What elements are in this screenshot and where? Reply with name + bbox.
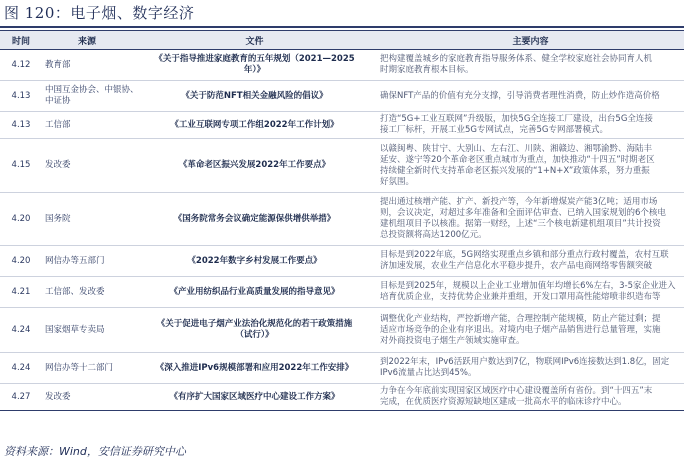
cell-document-line: 《深入推进IPv6规模部署和应用2022年工作安排》 [155, 362, 354, 373]
cell-document-line: 《关于防范NFT相关金融风险的倡议》 [181, 90, 328, 101]
cell-content-line: 持续健全新时代支持革命老区振兴发展的“1+N+X”政策体系，努力重振 [380, 165, 650, 176]
table-row [0, 50, 684, 81]
cell-content [377, 353, 684, 384]
cell-date: 4.21 [0, 277, 42, 308]
cell-document [132, 246, 377, 277]
cell-document-line: 《产业用纺织品行业高质量发展的指导意见》 [169, 286, 340, 297]
cell-document-line: 《关于促进电子烟产业法治化规范化的若干政策措施 [156, 319, 353, 329]
cell-content-line: 延安、遂宁等20个革命老区重点城市为重点，加快推动“十四五”时期老区 [380, 154, 655, 165]
cell-content-line: 时期家庭教育根本目标。 [380, 65, 474, 75]
cell-document-line: 《关于指导推进家庭教育的五年规划（2021—2025 [154, 54, 355, 64]
source-note: 资料来源：Wind，安信证券研究中心 [4, 445, 186, 458]
cell-content [377, 81, 684, 112]
cell-source [42, 193, 132, 246]
cell-source [42, 50, 132, 81]
cell-document [132, 384, 377, 411]
cell-content-line: 目标是到2022年底，5G网络实现重点乡镇和部分重点行政村覆盖，农村互联 [380, 250, 669, 260]
cell-source-line: 工信部 [45, 119, 71, 130]
cell-content-line: 确保NFT产品的价值有充分支撑，引导消费者理性消费，防止炒作造高价格 [380, 90, 660, 101]
table-row [0, 246, 684, 277]
header-content: 主要内容 [377, 31, 684, 50]
cell-source-line: 国务院 [45, 213, 71, 224]
cell-content-line: 以赣闽粤、陕甘宁、大别山、左右江、川陕、湘赣边、湘鄂渝黔、海陆丰 [380, 143, 653, 154]
cell-document [132, 139, 377, 193]
cell-date: 4.20 [0, 193, 42, 246]
cell-content-line: 好氛围。 [380, 176, 415, 187]
cell-source-line: 国家烟草专卖局 [45, 324, 105, 335]
cell-content-line: 对外商投资电子烟生产领域实施审查。 [380, 335, 525, 346]
cell-date: 4.15 [0, 139, 42, 193]
cell-content-line: 建机组项目予以核准。据第一财经，上述“三个核电新建机组项目”共计投资 [380, 219, 661, 229]
cell-content [377, 139, 684, 193]
cell-source [42, 139, 132, 193]
header-document: 文件 [132, 31, 377, 50]
cell-content-line: 总投资额将高达1200亿元。 [380, 230, 487, 240]
cell-content-line: 则，会议决定，对超过多年准备和全面评估审查、已纳入国家规划的6个核电 [380, 208, 666, 218]
cell-document [132, 193, 377, 246]
cell-source-line: 中证协 [45, 96, 71, 106]
cell-document-line: （试行）》 [235, 330, 274, 340]
cell-date: 4.24 [0, 308, 42, 353]
table-header-row [0, 31, 684, 50]
cell-source [42, 353, 132, 384]
cell-document-line: 《2022年数字乡村发展工作要点》 [187, 255, 322, 266]
cell-document-line: 《国务院常务会议确定能源保供增供举措》 [173, 213, 336, 224]
cell-document [132, 50, 377, 81]
table-row [0, 353, 684, 384]
cell-content-line: 接工厂标杆，开展工业5G专网试点，完善5G专网部署模式。 [380, 125, 608, 135]
cell-content [377, 308, 684, 353]
cell-date: 4.12 [0, 50, 42, 81]
cell-document-line: 年）》 [243, 65, 266, 75]
cell-source-line: 中国互金协会、中银协、 [45, 85, 139, 95]
cell-date: 4.13 [0, 112, 42, 139]
table-row [0, 308, 684, 353]
cell-source-line: 网信办等五部门 [45, 255, 105, 266]
cell-source-line: 网信办等十二部门 [45, 362, 114, 373]
cell-date: 4.20 [0, 246, 42, 277]
cell-document [132, 81, 377, 112]
cell-date: 4.13 [0, 81, 42, 112]
cell-document-line: 《有序扩大国家区域医疗中心建设工作方案》 [169, 391, 340, 402]
table-row [0, 139, 684, 193]
figure-title: 图 120：电子烟、数字经济 [4, 4, 195, 22]
cell-document-line: 《革命老区振兴发展2022年工作要点》 [178, 160, 331, 170]
cell-content-line: 到2022年末，IPv6活跃用户数达到7亿，物联网IPv6连接数达到1.8亿，固定 [380, 357, 670, 367]
cell-content-line: 培育优质企业，支持优势企业兼并重组，开发口罩用高性能熔喷非织造布等 [380, 292, 661, 302]
table-row [0, 277, 684, 308]
cell-content [377, 193, 684, 246]
cell-source [42, 246, 132, 277]
cell-document [132, 353, 377, 384]
policy-table [0, 30, 684, 411]
cell-source [42, 277, 132, 308]
cell-date: 4.27 [0, 384, 42, 411]
cell-content [377, 384, 684, 411]
cell-content-line: 打造“5G+工业互联网”升级版，加快5G全连接工厂建设，出台5G全连接 [380, 114, 653, 124]
cell-content-line: 把构建覆盖城乡的家庭教育指导服务体系、健全学校家庭社会协同育人机 [380, 54, 653, 64]
table-row [0, 193, 684, 246]
cell-content-line: 完成，在优质医疗资源短缺地区建成一批高水平的临床诊疗中心。 [380, 397, 627, 407]
cell-document [132, 277, 377, 308]
cell-content-line: 调整优化产业结构，严控新增产能，合理控制产能规模，防止产能过剩；提 [380, 313, 661, 324]
table-row [0, 112, 684, 139]
cell-content-line: 济加速发展，农业生产信息化水平稳步提升，农产品电商网络零售额突破 [380, 261, 653, 271]
cell-source-line: 发改委 [45, 391, 71, 402]
cell-content-line: 适应市场竞争的企业有序退出。对境内电子烟产品销售进行总量管理，实施 [380, 324, 661, 335]
table-row [0, 384, 684, 411]
cell-content [377, 277, 684, 308]
cell-source-line: 教育部 [45, 59, 71, 70]
cell-content-line: 提出通过核增产能、扩产、新投产等，今年新增煤炭产能3亿吨；适用市场 [380, 197, 658, 207]
cell-content [377, 246, 684, 277]
cell-source [42, 384, 132, 411]
cell-content-line: 目标是到2025年，规模以上企业工业增加值年均增长6%左右，3-5家企业进入 [380, 281, 676, 291]
cell-source-line: 发改委 [45, 160, 71, 170]
cell-content-line: 力争在今年底前实现国家区域医疗中心建设覆盖所有省份。到“十四五”末 [380, 386, 653, 396]
table-row [0, 81, 684, 112]
header-source: 来源 [42, 31, 132, 50]
cell-content [377, 50, 684, 81]
cell-content-line: IPv6流量占比达到45%。 [380, 368, 477, 378]
cell-document [132, 112, 377, 139]
cell-document [132, 308, 377, 353]
cell-source [42, 308, 132, 353]
cell-content [377, 112, 684, 139]
cell-source [42, 81, 139, 112]
cell-date: 4.24 [0, 353, 42, 384]
cell-document-line: 《工业互联网专项工作组2022年工作计划》 [170, 119, 339, 130]
title-divider [0, 26, 684, 28]
header-date: 时间 [0, 31, 42, 50]
cell-source [42, 112, 132, 139]
cell-source-line: 工信部、发改委 [45, 286, 105, 297]
